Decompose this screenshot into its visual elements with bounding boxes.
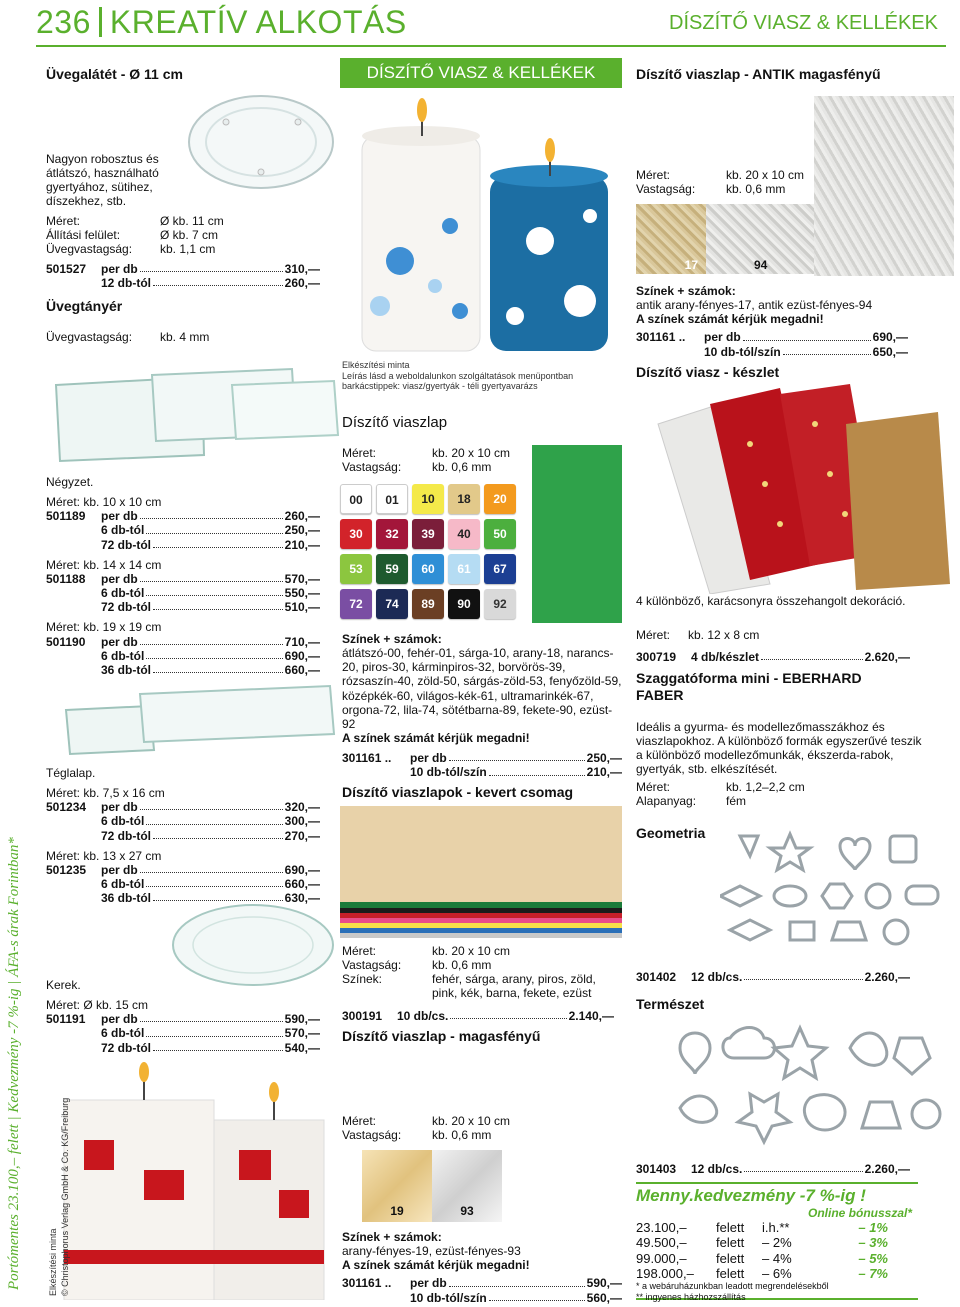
item-code xyxy=(636,345,704,359)
color-swatch-30: 30 xyxy=(340,519,372,549)
forma-title: Szaggatóforma mini - EBERHARD FABER xyxy=(636,670,862,703)
spec-label: Színek: xyxy=(342,972,383,987)
item-code: 301161 .. xyxy=(636,330,686,345)
caption-title: Elkészítési minta xyxy=(342,360,410,370)
discount-c: – 6% xyxy=(762,1266,792,1282)
color-swatch-72: 72 xyxy=(340,589,372,619)
price: 690,— xyxy=(872,330,908,345)
discount-rows xyxy=(636,1220,918,1281)
discount-a: 99.000,– xyxy=(636,1250,687,1266)
discount-a: 23.100,– xyxy=(636,1220,687,1236)
price: 550,— xyxy=(284,586,320,601)
item-code: 301161 .. xyxy=(342,1276,392,1291)
spec-label: Méret: xyxy=(342,1114,377,1128)
color-swatch-92: 92 xyxy=(484,589,516,619)
discount-b: felett xyxy=(716,1266,745,1282)
size-label: Méret: kb. 14 x 14 cm xyxy=(46,557,162,572)
kevert-specs xyxy=(342,944,632,1023)
qty: 10 db-tól/szín xyxy=(410,1290,487,1305)
qty: per db xyxy=(101,571,138,586)
discount-box xyxy=(636,1182,918,1300)
termeszet-cutters-image xyxy=(660,1018,950,1148)
spec-label: Méret: xyxy=(636,628,671,642)
price: 590,— xyxy=(586,1276,622,1291)
kevert-title: Díszítő viaszlapok - kevert csomag xyxy=(342,784,574,800)
antik-silver-swatch xyxy=(706,204,814,274)
geometria-cutters-image xyxy=(720,826,950,956)
uvegtanyer-spec xyxy=(46,330,209,344)
section-title: DÍSZÍTŐ VIASZ & KELLÉKEK xyxy=(669,12,938,34)
color-swatch-50: 50 xyxy=(484,519,516,549)
rect-plates-image xyxy=(60,680,340,760)
item-code xyxy=(46,877,101,891)
termeszet-title: Természet xyxy=(636,996,705,1012)
qty: 6 db-tól xyxy=(101,648,145,663)
price: 300,— xyxy=(284,814,320,829)
colors-title: Színek + számok: xyxy=(342,632,442,646)
keszlet-spec xyxy=(636,628,759,642)
price: 570,— xyxy=(284,1026,320,1041)
mixed-sheets-image xyxy=(340,806,622,940)
square-label: Négyzet. xyxy=(46,475,94,489)
reindeer-candles-image xyxy=(44,1060,334,1300)
price: 690,— xyxy=(284,648,320,663)
geometria-price xyxy=(636,970,910,984)
page-number: 236 xyxy=(36,4,91,40)
discount-subtitle: Online bónusszal* xyxy=(807,1206,912,1220)
bottom-caption: Elkészítési minta xyxy=(48,1228,58,1296)
item-code: 501235 xyxy=(46,862,87,877)
center-banner: DÍSZÍTŐ VIASZ & KELLÉKEK xyxy=(340,58,622,88)
color-swatch-67: 67 xyxy=(484,554,516,584)
green-sheet-image xyxy=(532,445,622,623)
header-rule xyxy=(36,45,946,47)
discount-row xyxy=(636,1220,918,1235)
magas-specs xyxy=(342,1114,542,1142)
color-swatch-59: 59 xyxy=(376,554,408,584)
page-header xyxy=(36,4,407,42)
item-code: 501188 xyxy=(46,571,86,586)
keszlet-desc: 4 különböző, karácsonyra összehangolt dekoráció. xyxy=(636,594,906,608)
uvegalatet-prices xyxy=(46,262,320,290)
qty: per db xyxy=(101,634,138,649)
forma-specs xyxy=(636,780,836,808)
viaszlap-colors xyxy=(342,632,622,780)
uvegalatet-title: Üvegalátét - Ø 11 cm xyxy=(46,66,183,82)
qty: per db xyxy=(704,330,741,345)
item-code: 301403 xyxy=(636,1162,677,1176)
color-swatch-61: 61 xyxy=(448,554,480,584)
spec-value: kb. 20 x 10 cm xyxy=(432,446,511,460)
spec-label: Méret: xyxy=(46,214,81,228)
round-group xyxy=(46,978,320,1055)
item-code xyxy=(46,829,101,843)
item-code: 501191 xyxy=(46,1012,86,1027)
coaster-image xyxy=(186,92,336,192)
qty: 72 db-tól xyxy=(101,537,151,552)
spec-value: kb. 20 x 10 cm xyxy=(432,944,511,958)
price: 2.620,— xyxy=(864,650,910,664)
item-code: 301402 xyxy=(636,970,677,984)
discount-b: felett xyxy=(716,1250,745,1266)
order-note: A színek számát kérjük megadni! xyxy=(636,312,824,327)
discount-b: felett xyxy=(716,1235,745,1251)
uvegalatet-desc: Nagyon robosztus és átlátszó, használható gyertyához, sütihez, díszekhez, stb. xyxy=(46,152,159,209)
antik-gold-sheet xyxy=(636,204,706,274)
rect-label: Téglalap. xyxy=(46,766,96,780)
qty: 72 db-tól xyxy=(101,828,151,843)
spec-value: kb. 0,6 mm xyxy=(432,1128,492,1143)
spec-value: kb. 0,6 mm xyxy=(432,958,492,973)
header-divider xyxy=(99,7,102,37)
qty: 12 db-tól xyxy=(101,276,151,291)
order-note: A színek számát kérjük megadni! xyxy=(342,731,530,746)
color-swatch-18: 18 xyxy=(448,484,480,514)
item-code: 501190 xyxy=(46,634,86,649)
qty: 36 db-tól xyxy=(101,662,151,677)
spec-value: kb. 1,2–2,2 cm xyxy=(726,780,805,794)
viaszlap-specs xyxy=(342,446,542,474)
swatch-grid xyxy=(340,484,525,624)
spec-label: Vastagság: xyxy=(636,182,696,197)
price: 710,— xyxy=(284,634,320,649)
color-swatch-00: 00 xyxy=(340,484,372,514)
item-code: 501189 xyxy=(46,509,86,524)
square-plates-image xyxy=(52,355,342,465)
color-swatch-20: 20 xyxy=(484,484,516,514)
swatch-number: 93 xyxy=(460,1203,474,1218)
price: 210,— xyxy=(284,537,320,552)
qty: 6 db-tól xyxy=(101,586,145,601)
color-swatch-53: 53 xyxy=(340,554,372,584)
price: 2.140,— xyxy=(568,1008,614,1023)
item-code xyxy=(46,276,101,290)
price: 310,— xyxy=(284,262,320,276)
color-swatch-60: 60 xyxy=(412,554,444,584)
item-code xyxy=(46,663,101,677)
item-code xyxy=(46,600,101,614)
snowflake-candles-image xyxy=(340,96,622,356)
item-code: 501234 xyxy=(46,800,87,815)
discount-a: 49.500,– xyxy=(636,1235,687,1251)
spec-value: fém xyxy=(726,794,747,809)
color-swatch-01: 01 xyxy=(376,484,408,514)
discount-note-1: * a webáruházunkban leadott megrendelésekből xyxy=(636,1281,829,1292)
round-plate-image xyxy=(168,900,338,990)
swatch-number: 19 xyxy=(390,1203,404,1218)
item-code xyxy=(46,538,101,552)
price: 260,— xyxy=(284,276,320,291)
item-code: 300719 xyxy=(636,650,677,664)
price: 260,— xyxy=(284,509,320,524)
qty: 6 db-tól xyxy=(101,523,145,538)
caption-text: Leírás lásd a weboldalunkon szolgáltatások menüpontban barkácstippek: viasz/gyertyák - téli gyertyavarázs xyxy=(342,370,574,392)
color-swatch-32: 32 xyxy=(376,519,408,549)
qty: 10 db-tól/szín xyxy=(410,765,487,780)
price: 570,— xyxy=(284,571,320,586)
spec-value: kb. 4 mm xyxy=(160,330,210,344)
qty: 72 db-tól xyxy=(101,600,151,615)
price: 2.260,— xyxy=(864,970,910,984)
colors-title: Színek + számok: xyxy=(342,1230,442,1244)
color-swatch-39: 39 xyxy=(412,519,444,549)
bottom-copyright: © Christophorus Verlag GmbH & Co. KG/Freiburg xyxy=(60,1097,70,1296)
swatch-number: 94 xyxy=(754,257,768,272)
page-title: KREATÍV ALKOTÁS xyxy=(109,4,407,40)
discount-c: – 2% xyxy=(762,1235,792,1251)
order-note: A színek számát kérjük megadni! xyxy=(342,1258,530,1273)
spec-label: Vastagság: xyxy=(342,958,402,973)
spec-value: kb. 12 x 8 cm xyxy=(688,628,760,642)
discount-b: felett xyxy=(716,1220,745,1236)
price: 590,— xyxy=(284,1012,320,1027)
colors-text: antik arany-fényes-17, antik ezüst-fényes-94 xyxy=(636,298,873,313)
item-code xyxy=(46,1041,101,1055)
spec-label: Alapanyag: xyxy=(636,794,697,809)
spec-value: kb. 20 x 10 cm xyxy=(432,1114,511,1128)
geometria-title: Geometria xyxy=(636,825,706,841)
size-label: Méret: Ø kb. 15 cm xyxy=(46,998,149,1013)
item-code xyxy=(46,523,101,537)
color-swatch-10: 10 xyxy=(412,484,444,514)
qty: per db xyxy=(101,509,138,524)
discount-d: – 3% xyxy=(858,1235,888,1251)
color-swatch-90: 90 xyxy=(448,589,480,619)
price: 660,— xyxy=(284,662,320,677)
qty: per db xyxy=(410,751,447,766)
qty: 36 db-tól xyxy=(101,891,151,906)
item-code xyxy=(342,765,410,779)
item-code xyxy=(342,1291,410,1305)
spec-value: Ø kb. 7 cm xyxy=(160,228,219,243)
price: 510,— xyxy=(284,600,320,615)
rect-group xyxy=(46,766,320,905)
keszlet-image xyxy=(650,384,950,594)
qty: per db xyxy=(101,862,138,877)
spec-value: kb. 20 x 10 cm xyxy=(726,168,805,182)
price: 650,— xyxy=(872,344,908,359)
item-code xyxy=(46,649,101,663)
qty: per db xyxy=(101,1012,138,1027)
qty: 6 db-tól xyxy=(101,1026,145,1041)
qty: 12 db/cs. xyxy=(691,970,743,984)
magas-title: Díszítő viaszlap - magasfényű xyxy=(342,1028,541,1044)
antik-title: Díszítő viaszlap - ANTIK magasfényű xyxy=(636,66,881,82)
spec-label: Méret: xyxy=(636,780,671,794)
discount-d: – 7% xyxy=(858,1266,888,1282)
size-label: Méret: kb. 19 x 19 cm xyxy=(46,620,162,635)
spec-label: Üvegvastagság: xyxy=(46,242,133,257)
spec-label: Vastagság: xyxy=(342,1128,402,1143)
antik-colors xyxy=(636,284,936,359)
color-swatch-89: 89 xyxy=(412,589,444,619)
qty: 4 db/készlet xyxy=(691,650,760,664)
keszlet-price xyxy=(636,650,910,664)
discount-row xyxy=(636,1266,918,1281)
price: 630,— xyxy=(284,891,320,906)
size-label: Méret: kb. 13 x 27 cm xyxy=(46,848,162,863)
discount-a: 198.000,– xyxy=(636,1266,694,1282)
price: 210,— xyxy=(586,765,622,780)
spec-value: fehér, sárga, arany, piros, zöld, pink, kék, barna, fekete, ezüst xyxy=(432,972,596,1001)
uvegalatet-specs xyxy=(46,214,316,256)
silver-sheet xyxy=(432,1150,502,1222)
qty: 72 db-tól xyxy=(101,1040,151,1055)
discount-c: i.h.** xyxy=(762,1220,790,1236)
square-group xyxy=(46,475,320,677)
discount-row xyxy=(636,1251,918,1266)
colors-title: Színek + számok: xyxy=(636,284,736,298)
gold-sheet xyxy=(362,1150,432,1222)
round-label: Kerek. xyxy=(46,978,81,992)
qty: per db xyxy=(410,1276,447,1291)
price: 690,— xyxy=(284,862,320,877)
color-swatch-40: 40 xyxy=(448,519,480,549)
item-code xyxy=(46,891,101,905)
item-code xyxy=(46,814,101,828)
qty: per db xyxy=(101,800,138,815)
qty: 10 db/cs. xyxy=(397,1008,449,1023)
spec-value: kb. 1,1 cm xyxy=(160,242,216,257)
discount-note-2: ** ingyenes házhozszállítás xyxy=(636,1291,746,1302)
price: 660,— xyxy=(284,877,320,892)
qty: 12 db/cs. xyxy=(691,1162,743,1176)
antik-silver-sheet xyxy=(814,96,954,276)
item-code: 301161 .. xyxy=(342,751,392,766)
candles-caption xyxy=(342,360,622,392)
spec-label: Üvegvastagság: xyxy=(46,330,133,344)
discount-title: Menny.kedvezmény -7 %-ig ! xyxy=(636,1186,866,1205)
spec-value: kb. 0,6 mm xyxy=(432,460,492,475)
item-code: 300191 xyxy=(342,1008,383,1023)
price: 250,— xyxy=(586,751,622,766)
qty: 6 db-tól xyxy=(101,877,145,892)
price: 2.260,— xyxy=(864,1162,910,1176)
swatch-number: 17 xyxy=(684,257,698,272)
qty: 6 db-tól xyxy=(101,814,145,829)
termeszet-price xyxy=(636,1162,910,1176)
size-label: Méret: kb. 7,5 x 16 cm xyxy=(46,786,165,801)
item-code xyxy=(46,586,101,600)
price: 320,— xyxy=(284,800,320,815)
spec-label: Vastagság: xyxy=(342,460,402,475)
item-code xyxy=(46,1026,101,1040)
forma-desc: Ideális a gyurma- és modellezőmasszákhoz és viaszlapokhoz. A különböző formák egyszerűvé teszik a különböző modellezőmunkák, ékszerda-rabok, gyertyák, stb. elkészítését. xyxy=(636,720,922,777)
qty: 10 db-tól/szín xyxy=(704,344,781,359)
size-label: Méret: kb. 10 x 10 cm xyxy=(46,495,162,510)
antik-specs xyxy=(636,168,836,196)
price: 540,— xyxy=(284,1040,320,1055)
qty: per db xyxy=(101,262,138,276)
colors-text: arany-fényes-19, ezüst-fényes-93 xyxy=(342,1244,521,1259)
price: 560,— xyxy=(586,1290,622,1305)
discount-row xyxy=(636,1235,918,1250)
item-code: 501527 xyxy=(46,262,87,276)
price: 250,— xyxy=(284,523,320,538)
side-banner: Portómentes 23.100,– felett | Kedvezmény -7 %-ig | ÁFA-s árak Forintban* xyxy=(6,837,22,1290)
uvegtanyer-title: Üvegtányér xyxy=(46,298,123,314)
magas-colors xyxy=(342,1230,622,1305)
colors-text: átlátszó-00, fehér-01, sárga-10, arany-18, narancs-20, piros-30, kárminpiros-32, borvörös-39, rózsaszín-40, zöld-50, sárgás-zöld-53, fenyőzöld-59, középkék-60, világos-kék-61, ultramarinkék-67, orgona-72, lila-74, sötétbarna-89, fekete-90, ezüst-92 xyxy=(342,646,622,731)
keszlet-title: Díszítő viasz - készlet xyxy=(636,364,780,380)
discount-c: – 4% xyxy=(762,1250,792,1266)
spec-label: Méret: xyxy=(342,446,377,460)
spec-label: Méret: xyxy=(342,944,377,958)
spec-value: kb. 0,6 mm xyxy=(726,182,786,197)
discount-d: – 1% xyxy=(858,1220,888,1236)
spec-label: Állítási felület: xyxy=(46,228,121,243)
color-swatch-74: 74 xyxy=(376,589,408,619)
price: 270,— xyxy=(284,828,320,843)
spec-value: Ø kb. 11 cm xyxy=(160,214,224,228)
spec-label: Méret: xyxy=(636,168,671,182)
discount-d: – 5% xyxy=(858,1250,888,1266)
viaszlap-title: Díszítő viaszlap xyxy=(342,414,448,431)
